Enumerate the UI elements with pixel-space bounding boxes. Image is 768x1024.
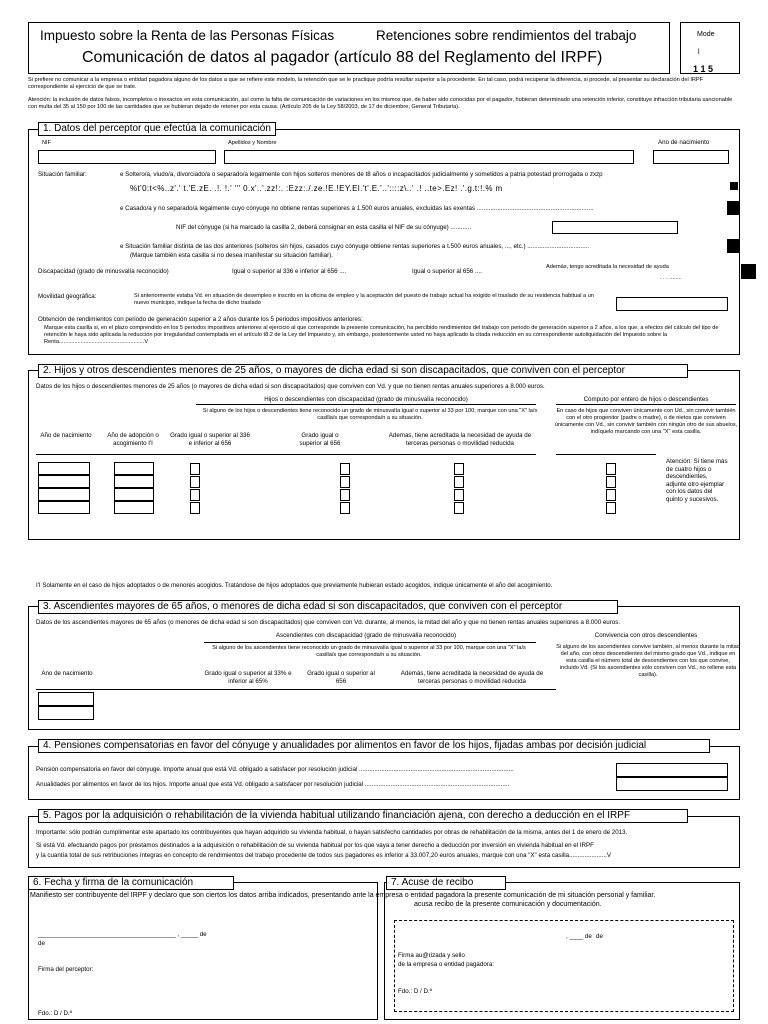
apellidos-label: Apellidos y Nombre bbox=[228, 140, 277, 146]
section-2-ano-nacimiento-field-3[interactable] bbox=[38, 488, 90, 501]
section-2-h-g2: Grado igual o superior al 656 bbox=[299, 432, 341, 447]
section-2-ano-adopcion-field-1[interactable] bbox=[114, 462, 154, 475]
section-3-col-disc: Ascendientes con discapacidad (grado de minusvalía reconocido) bbox=[275, 632, 457, 639]
checkbox-opt2-marked[interactable] bbox=[727, 201, 739, 215]
section-3-h-ano: Ano de nacimiento bbox=[41, 670, 93, 677]
section-2-ano-adopcion-field-3[interactable] bbox=[114, 488, 154, 501]
section-2-h-ano: Año de nacimiento bbox=[40, 432, 92, 439]
intro-paragraph-1: Si prefiere no comunicar a la empresa o entidad pagadora alguno de los datos a que se refiere este modelo, la retención que se le practique podría resultar superior a la procedente. En tal caso, podrá recuperar la diferencia, si procede, al presentar su declaración del IRPF correspondiente al ejercicio de que se trate. bbox=[28, 77, 704, 90]
section-5-line-3: y la cuantía total de sus retribuciones íntegras en concepto de rendimientos del trabajo procedente de todos sus pagadores es inferior a 33.007,20 euros anuales, marque con una "X" esta casilla......................V bbox=[36, 852, 612, 859]
discapacidad-option-c-dots: . . . ........ bbox=[660, 275, 682, 281]
section-2-header-line bbox=[36, 454, 536, 455]
section-3-h-g3: Además, tiene acreditada la necesidad de ayuda de terceras personas o movilidad reducida bbox=[400, 670, 544, 685]
header-title-right: Retenciones sobre rendimientos del trabajo bbox=[376, 28, 637, 43]
situacion-option-1: e Soltero/a, viudo/a, divorciado/a o separado/a legalmente con hijos solteros menores de t8 años o incapacitados judicialmente y sometidos a patria potestad prorrogada o zxzp bbox=[120, 171, 603, 178]
ano-nacimiento-field[interactable] bbox=[653, 150, 729, 164]
section-2-checkbox-g3-3[interactable] bbox=[454, 489, 464, 501]
section-2-header-line-2 bbox=[556, 454, 656, 455]
section-3-h-g1: Grado igual o superior al 33% e inferior al 65% bbox=[204, 670, 292, 685]
section-6-box bbox=[28, 882, 378, 1020]
section-7-title: 7. Acuse de recibo bbox=[386, 876, 506, 890]
situacion-option-3: e Situación familiar distinta de las dos anteriores (solteros sin hijos, casados cuyo cónyuge obtiene rentas superiores a t.500 euros anuales, ..., etc.) .................................... bbox=[120, 243, 590, 250]
anualidades-importe-field[interactable] bbox=[616, 777, 728, 791]
section-2-col-disc: Hijos o descendientes con discapacidad (grado de minusvalía reconocido) bbox=[264, 396, 468, 403]
discapacidad-label: Discapacidad (grado de minusvalía reconocido) bbox=[38, 268, 169, 275]
section-2-h-g1: Grado igual o superior al 336 e inferior al 656 bbox=[170, 432, 250, 447]
discapacidad-option-a: Igual o superior al 336 e inferior al 656 .... bbox=[232, 268, 347, 275]
obtencion-title: Obtención de rendimientos con periodo de generación superior a 2 años durante los 5 periodos impositivos anteriores: bbox=[38, 316, 363, 323]
section-3-intro: Datos de los ascendientes mayores de 65 años (o menores de dicha edad si son discapacitados) que conviven con Vd. durante, al menos, la mitad del año y que no tienen rentas anuales superiores a 8.000 euros. bbox=[36, 619, 621, 626]
nif-conyuge-field[interactable] bbox=[552, 221, 678, 234]
model-code: 1 1 5 bbox=[693, 64, 714, 74]
section-1-title: 1. Datos del perceptor que efectúa la comunicación bbox=[38, 122, 276, 136]
section-7-fdo: Fdo.: D / D.ª bbox=[398, 988, 432, 995]
section-2-checkbox-g1-2[interactable] bbox=[190, 476, 200, 488]
section-2-checkbox-g3-1[interactable] bbox=[454, 463, 464, 475]
section-6-fdo: Fdo.: D / D.ª bbox=[38, 1010, 72, 1017]
pension-importe-field[interactable] bbox=[616, 763, 728, 777]
situacion-familiar-label: Situación familiar: bbox=[38, 171, 87, 178]
section-2-ano-nacimiento-field-1[interactable] bbox=[38, 462, 90, 475]
section-2-checkbox-g2-2[interactable] bbox=[340, 476, 350, 488]
ano-nacimiento-label: Ano de nacimiento bbox=[658, 139, 710, 146]
movilidad-text: Si anteriormente estaba Vd. en situación de desempleo e inscrito en la oficina de empleo y la aceptación del puesto de trabajo actual ha exigido el traslado de su residencia habitual a un nuevo municipio, indique la fecha de dicho traslado bbox=[134, 293, 594, 306]
section-5-title: 5. Pagos por la adquisición o rehabilitación de la vivienda habitual utilizando financiación ajena, con derecho a deducción en el IRPF bbox=[38, 809, 688, 823]
section-2-checkbox-computo-1[interactable] bbox=[606, 463, 616, 475]
section-5-line-2: Si está Vd. efectuando pagos por préstamos destinados a la adquisición o rehabilitación de su vivienda habitual por los que vaya a tener derecho a deducción por inversión en vivienda habitual en el IRPF bbox=[36, 842, 594, 849]
nif-conyuge-label: NIF del cónyuge (si ha marcado la casilla 2, deberá consignar en esta casilla el NIF de su cónyuge) ............ bbox=[176, 224, 472, 231]
section-2-col-comp: Cómputo por entero de hijos o descendientes bbox=[583, 396, 709, 403]
checkbox-opt3-marked[interactable] bbox=[727, 239, 739, 253]
section-3-col-conv: Convivencia con otros descendientes bbox=[594, 632, 698, 639]
section-2-ano-nacimiento-field-4[interactable] bbox=[38, 501, 90, 514]
section-2-footnote: I'I Solamente en el caso de hijos adoptados o de menores acogidos. Tratándose de hijos adoptados que previamente hubieran estado acogidos, indique únicamente el año del acogimiento. bbox=[36, 582, 553, 589]
section-3-col-line bbox=[204, 642, 536, 643]
section-4-title: 4. Pensiones compensatorias en favor del cónyuge y anualidades por alimentos en favor de los hijos, fijadas ambas por decisión judicial bbox=[38, 739, 710, 753]
section-2-title: 2. Hijos y otros descendientes menores de 25 años, o mayores de dicha edad si son discapacitados, que conviven con el perceptor bbox=[38, 364, 688, 378]
section-2-col-comp-line bbox=[556, 404, 736, 405]
section-6-firma-label: Firma del perceptor: bbox=[38, 966, 94, 973]
section-2-atencion: Atención: Si tiene más de cuatro hijos o descendientes, adjunte otro ejemplar con los datos del quinto y sucesivos. bbox=[666, 458, 728, 503]
checkbox-opt1-marked[interactable] bbox=[730, 182, 738, 190]
header-title-left: Impuesto sobre la Renta de las Personas Físicas bbox=[40, 28, 335, 43]
section-7-firma-1: Firma au@rizada y sello bbox=[398, 952, 465, 959]
model-label: Mode bbox=[697, 31, 715, 38]
section-2-h-g3: Ademas, tiene acreditada la necesidad de ayuda de terceras personas o movilidad reducida bbox=[388, 432, 532, 447]
discapacidad-option-b: Igual o superior al 656 .... bbox=[412, 268, 482, 275]
situacion-option-1-continuation: %t'0:t<%..z'.' t.'E.zE. .!. !.' ''' 0.x'..'.zz!:. :Ezz:./.ze.!E.!EY.El.'t'.E.'..'::::z\..' .! ..te>.Ez! .'.g.t:!.% m bbox=[130, 184, 503, 193]
section-3-title: 3. Ascendientes mayores de 65 años, o menores de dicha edad si son discapacitados, que conviven con el perceptor bbox=[38, 600, 618, 614]
section-2-checkbox-computo-4[interactable] bbox=[606, 502, 616, 514]
discapacidad-option-c: Además, tengo acreditada la necesidad de ayuda bbox=[546, 264, 669, 270]
section-3-disc-note: Si alguno de los ascendientes tiene reconocido un grado de minusvalía igual o superior al 33 por 100, marque con una "X" la/s casilla/s que corresponda/n a su situación. bbox=[212, 645, 526, 658]
section-5-line-1: Importante: sólo podrán cumplimentar este apartado los contribuyentes que hayan adquirido su vivienda habitual, o hayan satisfecho cantidades por obras de rehabilitación de la misma, antes del 1 de enero de 2013. bbox=[36, 829, 628, 836]
section-2-checkbox-computo-2[interactable] bbox=[606, 476, 616, 488]
section-7-acuse: acusa recibo de la presente comunicación y documentación. bbox=[414, 901, 602, 908]
section-3-h-g2: Grado igual o superior al 656 bbox=[307, 670, 375, 685]
section-2-ano-adopcion-field-4[interactable] bbox=[114, 501, 154, 514]
section-6-date-de: de bbox=[38, 940, 45, 947]
section-2-checkbox-g2-3[interactable] bbox=[340, 489, 350, 501]
section-2-ano-nacimiento-field-2[interactable] bbox=[38, 475, 90, 488]
section-6-date-line: ________________________________________ , _____ de bbox=[38, 931, 207, 938]
section-2-checkbox-g2-1[interactable] bbox=[340, 463, 350, 475]
situacion-option-2: e Casado/a y no separado/a legalmente cuyo cónyuge no obtiene rentas superiores a 1.500 euros anuales, excluidas las exentas .................................................................... bbox=[120, 205, 594, 212]
section-2-checkbox-computo-3[interactable] bbox=[606, 489, 616, 501]
obtencion-text: Marque esta casilla si, en el plazo comprendido en los 5 periodos impositivos anteriores al ejercicio al que corresponde la presente comunicación, ha percibido rendimientos del trabajo con periodo de generación superior a 2 años, a los que, a efectos del cálculo del tipo de retención le haya sido aplicada la reducción por irregularidad contemplada en el artículo t8.2 de la Ley del Impuesto y, sin embargo, posteriormente usted no haya aplicado la citada reducción en su correspondiente autoliquidación del Impuesto sobre la Renta.......................................................V bbox=[44, 325, 719, 345]
section-2-h-adop: Año de adopción o acogimiento I'I bbox=[107, 432, 159, 447]
section-2-checkbox-g3-2[interactable] bbox=[454, 476, 464, 488]
section-3-conv-note: Si alguno de los ascendientes convive también, al menos durante la mitad del año, con otros descendientes del mismo grado que Vd., indique en esta casilla el número total de descendientes con los que convive, incluido Vd. (Si los ascendientes sólo conviven con Vd., no rellene esta casilla). bbox=[556, 644, 740, 678]
header-subtitle: Comunicación de datos al pagador (artículo 88 del Reglamento del IRPF) bbox=[82, 49, 603, 66]
apellidos-field[interactable] bbox=[224, 150, 634, 164]
section-2-checkbox-g1-1[interactable] bbox=[190, 463, 200, 475]
section-2-disc-note: Si alguno de los hijos o descendientes tiene reconocido un grado de minusvalía igual o superior al 33 por 100, marque con una "X" la/s casilla/s que corresponda/n a su situación. bbox=[202, 408, 538, 421]
section-2-ano-adopcion-field-2[interactable] bbox=[114, 475, 154, 488]
movilidad-label: Movilidad geográfica: bbox=[38, 293, 97, 300]
section-7-firma-2: de la empresa o entidad pagadora: bbox=[398, 961, 494, 968]
section-2-checkbox-g1-3[interactable] bbox=[190, 489, 200, 501]
nif-field[interactable] bbox=[38, 150, 216, 164]
nif-label: NIF bbox=[42, 140, 52, 146]
section-3-header-line bbox=[36, 689, 556, 690]
section-7-date-line: , ____ de bbox=[566, 933, 592, 940]
situacion-option-3-note: (Marque también esta casilla si no desea manifestar su situación familiar). bbox=[130, 252, 333, 259]
section-4-line-1: Pensión compensatoria en favor del cónyuge. Importe anual que está Vd. obligado a satisfacer por resolución judicial .......................................................................................... bbox=[36, 766, 514, 773]
section-6-manifest: Manifiesto ser contribuyente del IRPF y declaro que son ciertos los datos arriba indicados, presentando ante la empresa o entidad pagadora la presente comunicación de mi situación personal y familiar. bbox=[30, 892, 656, 899]
section-6-title: 6. Fecha y firma de la comunicación bbox=[28, 876, 234, 890]
section-3-ano-field-1[interactable] bbox=[38, 692, 94, 706]
section-4-line-2: Anualidades por alimentos en favor de los hijos. Importe anual que está Vd. obligado a satisfacer por resolución judicial .................................................................................... bbox=[36, 781, 510, 788]
section-3-ano-field-2[interactable] bbox=[38, 706, 94, 720]
section-2-checkbox-g2-4[interactable] bbox=[340, 502, 350, 514]
section-2-comp-note: En caso de hijos que conviven únicamente con Ud., sin convivir también con el otro progenitor (padre o madre), o de nietos que conviven únicamente con Vd., sin convivir también con ningún otro de sus abuelos, indíquelo marcando con una "X" esta casilla. bbox=[554, 408, 738, 435]
model-l: l bbox=[698, 49, 700, 56]
section-2-checkbox-g3-4[interactable] bbox=[454, 502, 464, 514]
section-7-date-de: de bbox=[596, 933, 603, 940]
intro-paragraph-2: Atención: la inclusión de datos falsos, incompletos o inexactos en esta comunicación, así como la falta de comunicación de variaciones en los mismos que, de haber sido conocidas por el pagador, hubieran determinado una retención inferior, constituye infracción tributaria sancionable con multa del 35 al 150 por 100 de las cantidades que se hubieran dejado de retener por esta causa. (Artículo 205 de la Ley 58/2003, de 17 de diciembre, General Tributaria). bbox=[28, 97, 733, 110]
section-2-intro: Datos de los hijos o descendientes menores de 25 años (o mayores de dicha edad si son discapacitados) que conviven con Vd. y que no tienen rentas anuales superiores a 8.000 euros. bbox=[36, 383, 545, 390]
checkbox-discapacidad-marked[interactable] bbox=[741, 264, 756, 279]
section-2-checkbox-g1-4[interactable] bbox=[190, 502, 200, 514]
movilidad-fecha-field[interactable] bbox=[616, 297, 728, 311]
section-2-col-disc-line bbox=[196, 404, 536, 405]
